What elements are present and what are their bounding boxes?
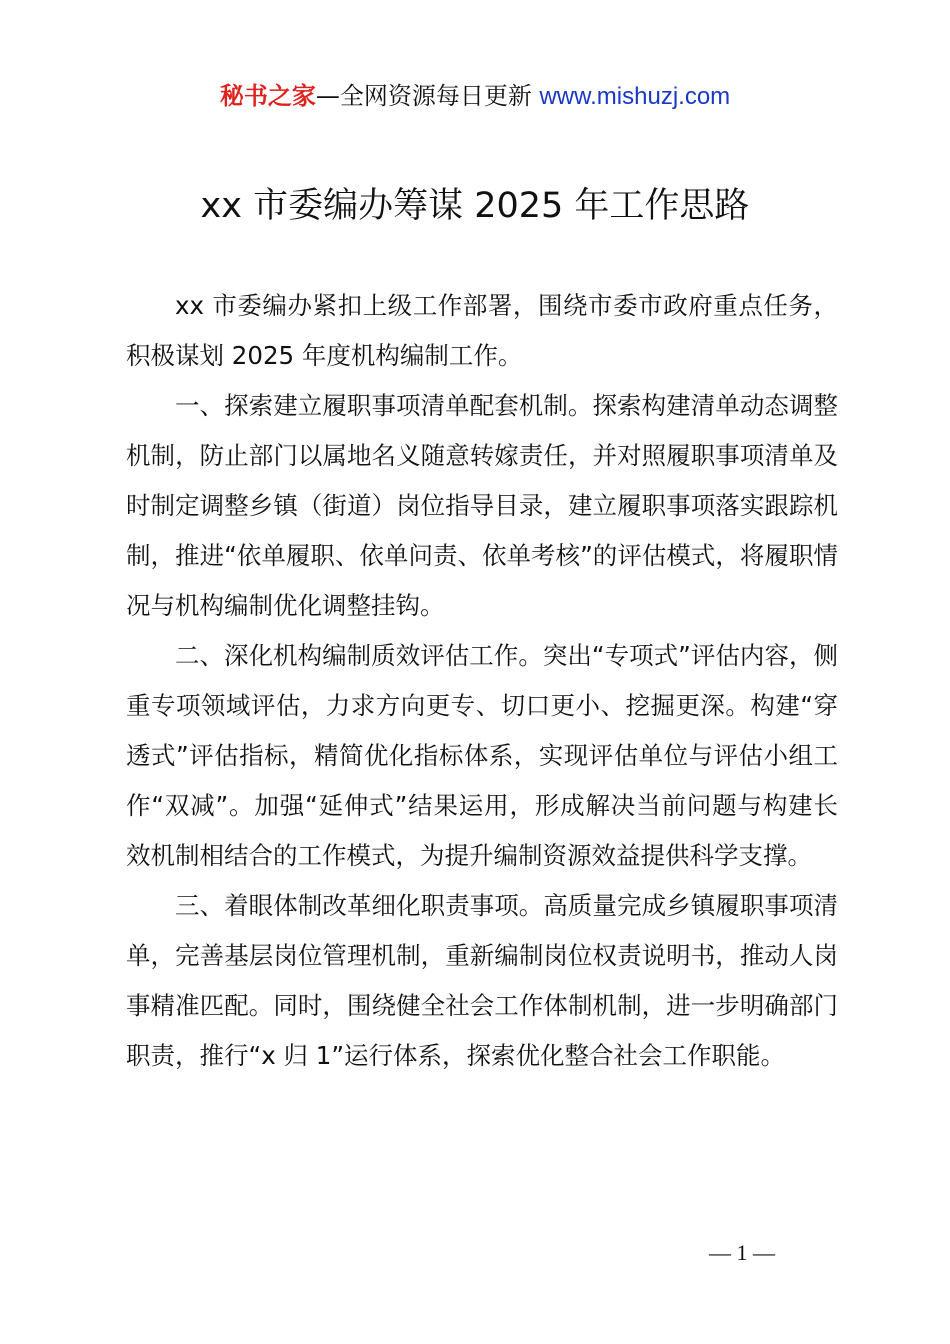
site-tagline: —全网资源每日更新 [315,82,532,110]
site-brand: 秘书之家 [219,82,316,110]
site-url-link[interactable]: www.mishuzj.com [539,83,731,110]
document-title: xx 市委编办筹谋 2025 年工作思路 [200,186,750,226]
site-header [0,80,950,113]
section-three-paragraph: 三、着眼体制改革细化职责事项。高质量完成乡镇履职事项清单，完善基层岗位管理机制，重新编制岗位权责说明书，推动人岗事精准匹配。同时，围绕健全社会工作体制机制，进一步明确部门职责，推行“x 归 1”运行体系，探索优化整合社会工作职能。 [126,891,838,1070]
page-number: — 1 — [709,1240,775,1265]
section-one-paragraph: 一、探索建立履职事项清单配套机制。探索构建清单动态调整机制，防止部门以属地名义随意转嫁责任，并对照履职事项清单及时制定调整乡镇（街道）岗位指导目录，建立履职事项落实跟踪机制，推进“依单履职、依单问责、依单考核”的评估模式，将履职情况与机构编制优化调整挂钩。 [126,391,838,620]
intro-paragraph: xx 市委编办紧扣上级工作部署，围绕市委市政府重点任务，积极谋划 2025 年度机构编制工作。 [126,291,838,370]
document-body [126,281,838,1081]
section-two-paragraph: 二、深化机构编制质效评估工作。突出“专项式”评估内容，侧重专项领域评估，力求方向更专、切口更小、挖掘更深。构建“穿透式”评估指标，精简优化指标体系，实现评估单位与评估小组工作“双减”。加强“延伸式”结果运用，形成解决当前问题与构建长效机制相结合的工作模式，为提升编制资源效益提供科学支撑。 [126,641,838,870]
